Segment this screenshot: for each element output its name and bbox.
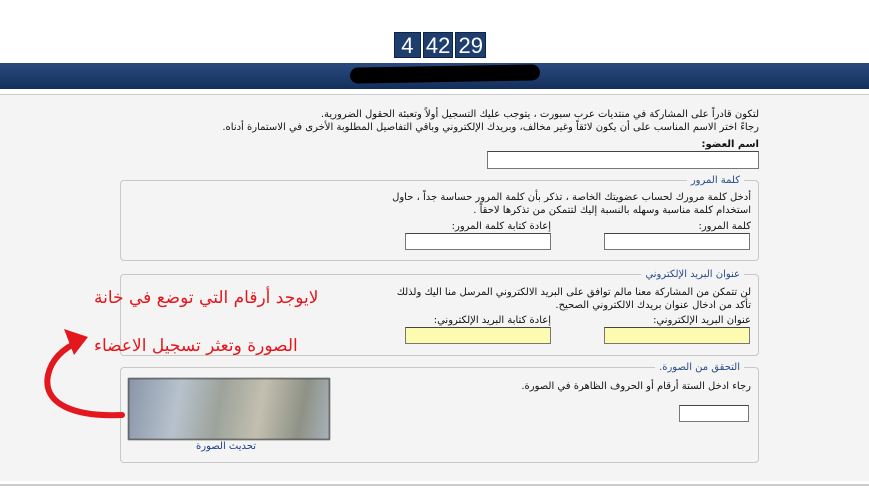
intro-line: لتكون قادراً على المشاركة في منتديات عرب سبورت ، يتوجب عليك التسجيل أولاً وتعبئة الحقول الضرورية.	[320, 109, 759, 120]
annotation-line: لايوجد أرقام التي توضع في خانة	[94, 288, 319, 308]
redaction-scribble	[350, 64, 540, 83]
footer-divider	[0, 484, 869, 486]
help-line: أدخل كلمة مرورك لحساب عضويتك الخاصة ، تذكر بأن كلمة المرور حساسة جداً ، حاول	[392, 192, 751, 203]
help-line: تأكد من ادخال عنوان بريدك الالكتروني الصحيح.	[555, 300, 751, 311]
password-legend: كلمة المرور	[690, 175, 740, 186]
captcha-input[interactable]	[679, 405, 749, 422]
help-line: استخدام كلمة مناسبة وسهله بالنسبة إليك لتتمكن من تذكرها لاحقاً .	[473, 205, 751, 216]
email-label: عنوان البريد الإلكتروني:	[653, 315, 751, 326]
annotation-arrow-icon	[36, 325, 136, 425]
logo-digit: 42	[423, 32, 454, 58]
intro-text	[159, 108, 759, 134]
intro-line: رجاءً اختر الاسم المناسب على أن يكون لائقاً وغير مخالف، وبريدك الإلكتروني وباقي التفاصيل المطلوبة الأخرى في الاستمارة أدناه.	[222, 122, 759, 133]
captcha-image	[128, 378, 330, 440]
captcha-legend: التحقق من الصورة.	[659, 362, 740, 373]
confirm-password-label: إعادة كتابة كلمة المرور:	[451, 221, 551, 232]
help-line: لن تتمكن من المشاركة معنا مالم توافق على البريد الالكتروني المرسل منا اليك ولذلك	[396, 287, 751, 298]
logo-digit: 29	[455, 32, 486, 58]
email-help-text	[251, 286, 751, 312]
refresh-captcha-link[interactable]: تحديث الصورة	[196, 441, 256, 452]
email-input[interactable]	[604, 327, 750, 344]
password-help-text	[251, 191, 751, 217]
annotation-line: الصورة وتعثر تسجيل الاعضاء	[94, 336, 298, 356]
logo-digit: 4	[394, 32, 421, 58]
password-input[interactable]	[604, 233, 750, 250]
email-legend: عنوان البريد الإلكتروني	[645, 269, 740, 280]
username-label: اسم العضو:	[701, 139, 759, 150]
username-input[interactable]	[487, 151, 759, 169]
confirm-password-input[interactable]	[405, 233, 551, 250]
site-logo[interactable]	[394, 32, 486, 58]
password-label: كلمة المرور:	[698, 221, 751, 232]
confirm-email-input[interactable]	[405, 327, 551, 344]
captcha-help-text: رجاء ادخل الستة أرقام أو الحروف الظاهرة في الصورة.	[521, 381, 751, 392]
confirm-email-label: إعادة كتابة البريد الإلكتروني:	[433, 315, 551, 326]
